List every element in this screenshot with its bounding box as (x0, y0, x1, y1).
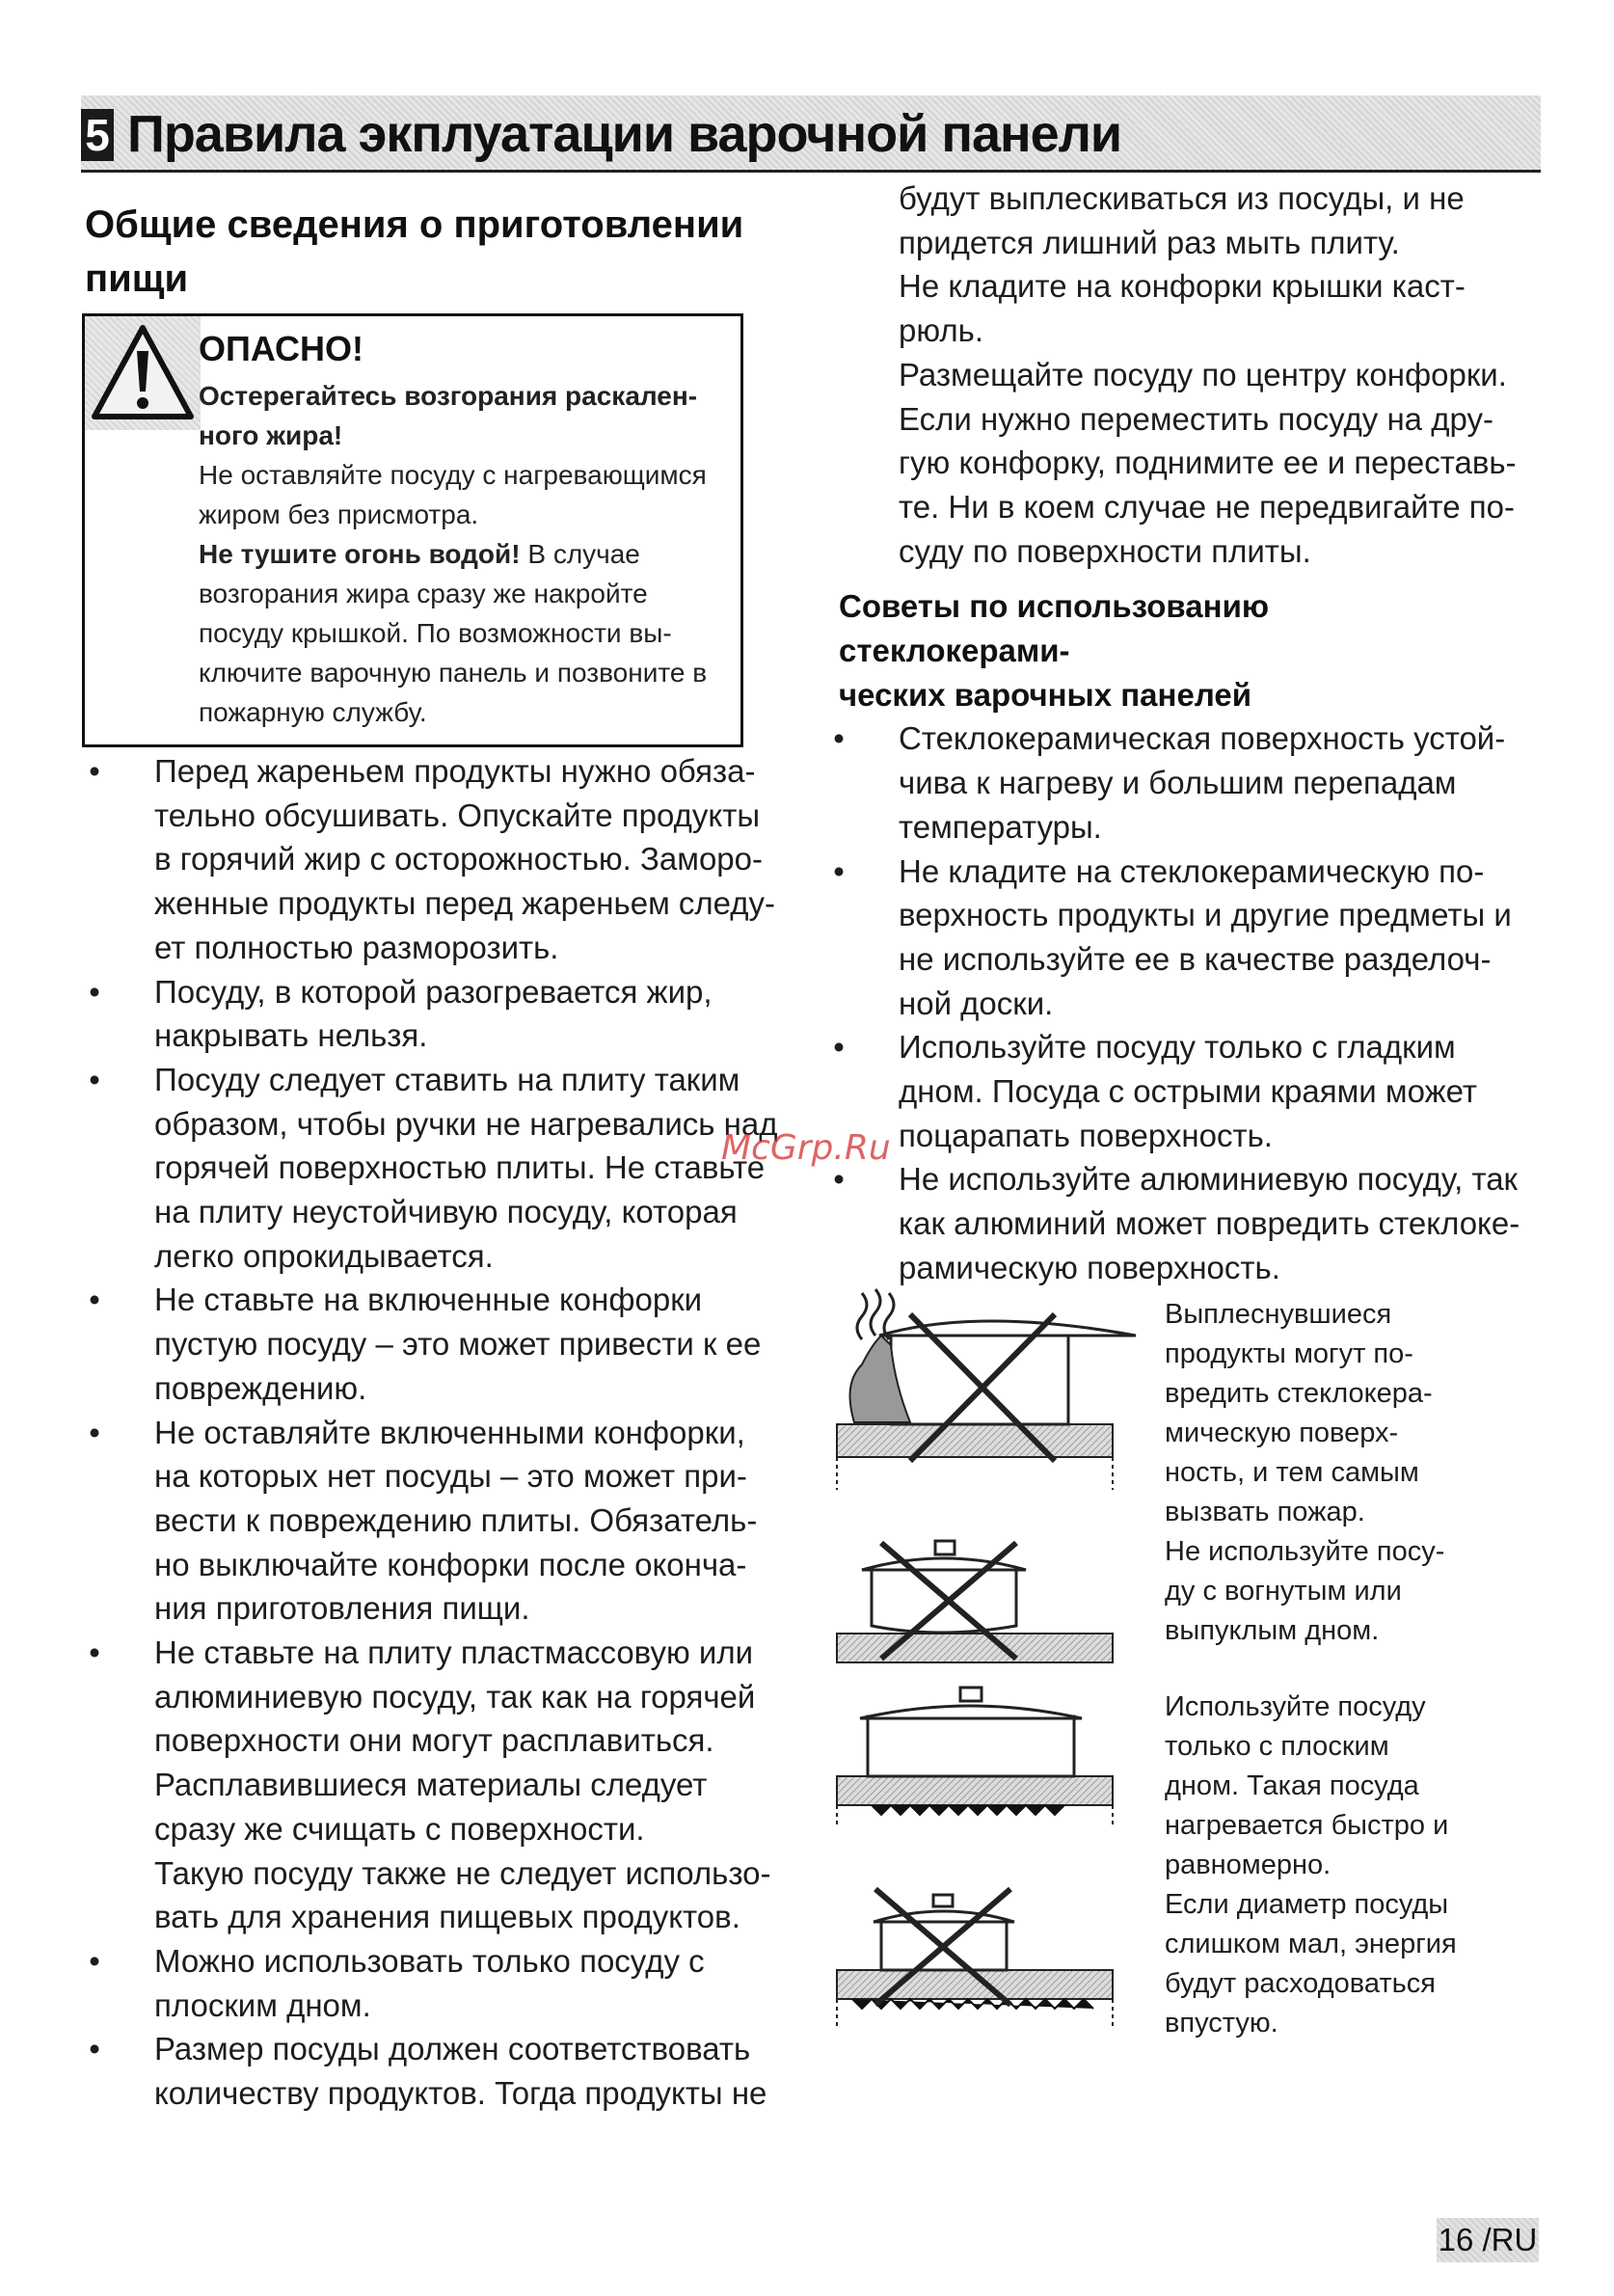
list-item-line: дном. Посуда с острыми краями может (899, 1073, 1478, 1110)
warning-line: жиром без присмотра. (199, 500, 479, 529)
flat-bottom-pot-illustration (833, 1682, 1142, 1826)
list-item (829, 1025, 1543, 1157)
watermark: McGrp.Ru (721, 1128, 891, 1168)
list-item-line: Посуду следует ставить на плиту таким (154, 1061, 740, 1097)
boiling-over-pot-illustration (833, 1287, 1142, 1492)
bullet-mark: • (89, 753, 100, 789)
list-item (85, 1411, 798, 1632)
section-title-line: Общие сведения о приготовлении (85, 203, 744, 246)
list-item-line: но выключайте конфорки после оконча- (154, 1546, 747, 1582)
list-item-line: Стеклокерамическая поверхность устой- (899, 720, 1506, 757)
list-item-line: Перед жареньем продукты нужно обяза- (154, 753, 756, 789)
caption-line: вызвать пожар. (1165, 1497, 1365, 1527)
list-item-line: накрывать нельзя. (154, 1017, 428, 1054)
continued-paragraph (829, 176, 1543, 573)
caption-line: равномерно. (1165, 1850, 1332, 1880)
list-item (85, 1278, 798, 1410)
concave-bottom-pot-illustration (833, 1533, 1142, 1678)
right-column (829, 176, 1543, 1290)
caption-line: вредить стеклокера- (1165, 1378, 1433, 1409)
list-item-line: ния приготовления пищи. (154, 1590, 530, 1627)
list-item (85, 749, 798, 970)
list-item-line: алюминиевую посуду, так как на горячей (154, 1678, 756, 1715)
warning-line: пожарную службу. (199, 697, 427, 727)
list-item-line: Расплавившиеся материалы следует (154, 1767, 708, 1803)
list-item-line: повреждению. (154, 1369, 367, 1406)
list-item-line: рамическую поверхность. (899, 1249, 1280, 1285)
warning-line (199, 534, 739, 574)
caption-line: продукты могут по- (1165, 1338, 1413, 1369)
list-item (829, 1157, 1543, 1289)
caption-line: ность, и тем самым (1165, 1457, 1419, 1488)
bullet-mark: • (833, 852, 845, 889)
list-item-line: не используйте ее в качестве разделоч- (899, 940, 1492, 977)
bullet-mark: • (833, 1029, 845, 1066)
warning-triangle-icon (89, 322, 197, 422)
paragraph-line: рюль. (899, 312, 983, 349)
warning-line: посуду крышкой. По возможности вы- (199, 618, 672, 648)
paragraph-line: суду по поверхности плиты. (899, 532, 1311, 569)
list-item-line: на плиту неустойчивую посуду, которая (154, 1194, 738, 1230)
list-item-line: ет полностью разморозить. (154, 929, 559, 965)
warning-bold-phrase: Не тушите огонь водой! (199, 539, 521, 569)
bullet-mark: • (89, 973, 100, 1010)
subsection-title-line: Советы по использованию стеклокерами- (839, 588, 1270, 669)
list-item-line: верхность продукты и другие предметы и (899, 897, 1512, 933)
list-item (85, 1939, 798, 2027)
caption-line: Выплеснувшиеся (1165, 1299, 1392, 1330)
list-item-line: Используйте посуду только с гладким (899, 1029, 1456, 1066)
list-item-line: как алюминий может повредить стеклоке- (899, 1205, 1520, 1242)
list-item (85, 1058, 798, 1279)
paragraph-line: гую конфорку, поднимите ее и переставь- (899, 445, 1517, 481)
list-item-line: Не ставьте на включенные конфорки (154, 1282, 703, 1318)
caption-line: нагревается быстро и (1165, 1810, 1449, 1841)
list-item (829, 850, 1543, 1026)
warning-text (199, 376, 739, 732)
caption-line: дном. Такая посуда (1165, 1770, 1419, 1801)
bullet-mark: • (89, 1061, 100, 1097)
list-item (829, 716, 1543, 849)
list-item-line: Не оставляйте включенными конфорки, (154, 1414, 745, 1450)
paragraph-line: будут выплескиваться из посуды, и не (899, 180, 1465, 216)
list-item-line: Размер посуды должен соответствовать (154, 2031, 751, 2067)
list-item-line: Такую посуду также не следует использо- (154, 1854, 771, 1891)
warning-line: Не оставляйте посуду с нагревающимся (199, 460, 707, 490)
subsection-title (829, 584, 1504, 716)
list-item-line: Не используйте алюминиевую посуду, так (899, 1161, 1518, 1198)
bullet-mark: • (89, 1942, 100, 1979)
caption-line: только с плоским (1165, 1731, 1389, 1762)
list-item-line: плоским дном. (154, 1986, 371, 2023)
caption-line: мическую поверх- (1165, 1418, 1399, 1448)
list-item (85, 1631, 798, 1939)
list-item-line: Можно использовать только посуду с (154, 1942, 705, 1979)
caption-line: слишком мал, энергия (1165, 1929, 1457, 1959)
list-item-line: вать для хранения пищевых продуктов. (154, 1899, 740, 1935)
list-item-line: количеству продуктов. Тогда продукты не (154, 2075, 767, 2112)
section-title-line: пищи (85, 257, 189, 300)
caption-line: будут расходоваться (1165, 1968, 1436, 1999)
list-item-line: образом, чтобы ручки не нагревались над (154, 1105, 778, 1142)
list-item-line: чива к нагреву и большим перепадам (899, 765, 1457, 801)
chapter-header (81, 95, 1541, 173)
list-item-line: тельно обсушивать. Опускайте продукты (154, 797, 761, 833)
list-item (85, 2027, 798, 2115)
bullet-mark: • (89, 1282, 100, 1318)
warning-line: ключите варочную панель и позвоните в (199, 658, 708, 688)
small-pot-illustration (833, 1876, 1142, 2030)
warning-box (82, 313, 743, 747)
list-item-line: на которых нет посуды – это может при- (154, 1458, 747, 1495)
list-item-line: пустую посуду – это может привести к ее (154, 1326, 762, 1363)
left-column (85, 749, 798, 2116)
warning-title: ОПАСНО! (199, 329, 363, 368)
paragraph-line: те. Ни в коем случае не передвигайте по- (899, 488, 1516, 525)
caption-line: Не используйте посу- (1165, 1536, 1445, 1567)
list-item-line: поверхности они могут расплавиться. (154, 1722, 714, 1759)
paragraph-line: придется лишний раз мыть плиту. (899, 224, 1400, 260)
list-item-line: горячей поверхностью плиты. Не ставьте (154, 1149, 766, 1186)
subsection-title-line: ческих варочных панелей (839, 676, 1251, 713)
caption-line: впустую. (1165, 2008, 1278, 2039)
list-item-line: Не кладите на стеклокерамическую по- (899, 852, 1485, 889)
list-item (85, 970, 798, 1058)
bullet-mark: • (89, 1414, 100, 1450)
figure-caption-upper (1165, 1295, 1493, 1651)
bullet-mark: • (89, 1634, 100, 1671)
caption-line: Если диаметр посуды (1165, 1889, 1449, 1920)
warning-heading-line: Остерегайтесь возгорания раскален- (199, 381, 698, 411)
list-item-line: Посуду, в которой разогревается жир, (154, 973, 713, 1010)
warning-line: возгорания жира сразу же накройте (199, 579, 648, 608)
list-item-line: ной доски. (899, 985, 1054, 1021)
caption-line: выпуклым дном. (1165, 1615, 1380, 1646)
caption-line: Используйте посуду (1165, 1691, 1426, 1722)
bullet-mark: • (833, 720, 845, 757)
warning-line-rest: В случае (520, 539, 640, 569)
figure-caption-lower (1165, 1688, 1493, 2043)
list-item-line: в горячий жир с осторожностью. Заморо- (154, 841, 763, 878)
warning-heading-line: ного жира! (199, 420, 343, 450)
paragraph-line: Размещайте посуду по центру конфорки. (899, 356, 1507, 392)
bullet-mark: • (89, 2031, 100, 2067)
list-item-line: женные продукты перед жареньем следу- (154, 885, 776, 922)
chapter-number: 5 (81, 109, 114, 161)
page-number: 16 /RU (1437, 2218, 1539, 2262)
caption-line: ду с вогнутым или (1165, 1576, 1402, 1607)
list-item-line: поцарапать поверхность. (899, 1117, 1273, 1153)
list-item-line: вести к повреждению плиты. Обязатель- (154, 1501, 758, 1538)
section-title (85, 198, 798, 306)
list-item-line: сразу же счищать с поверхности. (154, 1810, 645, 1847)
bullet-mark: • (833, 1161, 845, 1198)
list-item-line: легко опрокидывается. (154, 1237, 494, 1274)
paragraph-line: Не кладите на конфорки крышки каст- (899, 268, 1466, 305)
list-item-line: температуры. (899, 808, 1102, 845)
paragraph-line: Если нужно переместить посуду на дру- (899, 400, 1493, 437)
list-item-line: Не ставьте на плиту пластмассовую или (154, 1634, 754, 1671)
chapter-title: Правила экплуатации варочной панели (127, 105, 1122, 163)
